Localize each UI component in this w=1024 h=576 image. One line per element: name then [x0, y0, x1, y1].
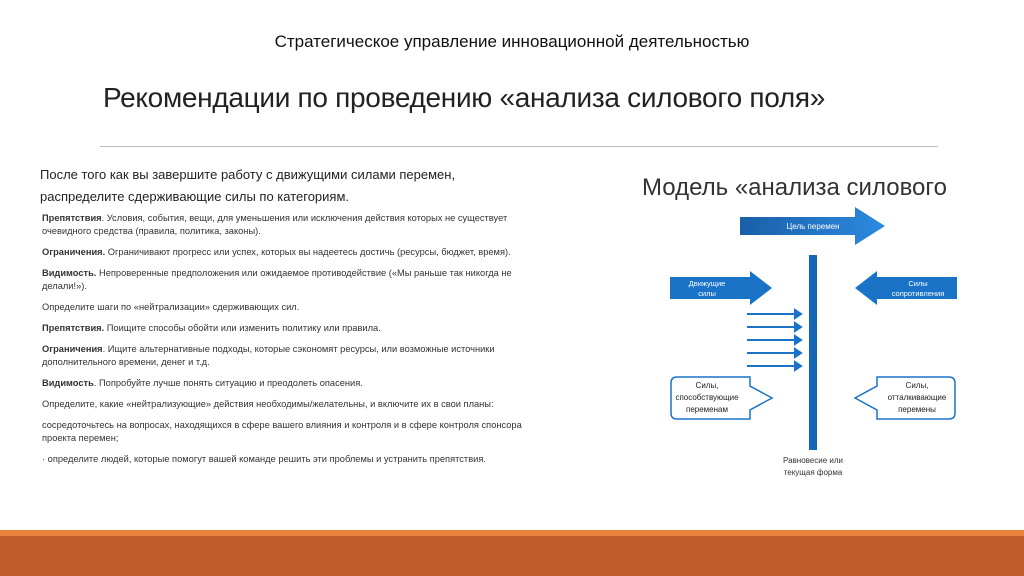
- driving-forces-arrow: [670, 271, 772, 305]
- list-item: [42, 343, 552, 369]
- list-item-heading: Видимость: [42, 378, 94, 388]
- list-item: [42, 212, 552, 238]
- list-item-text: Определите шаги по «нейтрализации» сдерживающих сил.: [42, 302, 300, 312]
- list-item-text: Ограничивают прогресс или успех, которых вы надеетесь достичь (ресурсы, бюджет, время).: [105, 247, 511, 257]
- recommendation-list: [42, 212, 552, 474]
- list-item-heading: Видимость.: [42, 268, 97, 278]
- list-item: [42, 322, 552, 335]
- list-item-text: Поищите способы обойти или изменить политику или правила.: [104, 323, 381, 333]
- list-item: [42, 246, 552, 259]
- model-title: Модель «анализа силового: [642, 174, 947, 201]
- resisting-label-2: сопротивления: [891, 289, 945, 298]
- list-item: [42, 453, 552, 466]
- list-item: [42, 301, 552, 314]
- supporting-label-2: способствующие: [675, 393, 739, 402]
- list-item-text: Определите, какие «нейтрализующие» действия необходимы/желательны, и включите их в свои планы:: [42, 399, 494, 409]
- intro-line-1: После того как вы завершите работу с движущими силами перемен,: [40, 167, 456, 182]
- title-divider: [100, 146, 938, 147]
- force-arrows: [747, 310, 801, 370]
- resisting-forces-arrow: [855, 271, 957, 305]
- list-item-text: сосредоточьтесь на вопросах, находящихся в сфере вашего влияния и контроля и в сфере контроля спонсора проекта перемен;: [42, 420, 522, 443]
- footer-band: [0, 536, 1024, 576]
- list-item-heading: Ограничения.: [42, 247, 106, 257]
- list-item-heading: Препятствия.: [42, 323, 105, 333]
- equilibrium-label-1: Равновесие или: [783, 456, 843, 465]
- pushing-label-3: перемены: [898, 405, 936, 414]
- course-title: Стратегическое управление инновационной деятельностью: [274, 32, 750, 51]
- supporting-label-3: переменам: [686, 405, 728, 414]
- slide-title: Рекомендации по проведению «анализа силового поля»: [103, 82, 826, 113]
- goal-label: Цель перемен: [786, 222, 840, 231]
- list-item-text: . Условия, события, вещи, для уменьшения или исключения действия которых не существует очевидного средства (правила, политика, законы).: [42, 213, 508, 236]
- list-item-text: . Попробуйте лучше понять ситуацию и преодолеть опасения.: [93, 378, 363, 388]
- pushing-label-2: отталкивающие: [887, 393, 947, 402]
- list-item-text: Непроверенные предположения или ожидаемое противодействие («Мы раньше так никогда не делали!»).: [42, 268, 512, 291]
- list-item: [42, 398, 552, 411]
- list-item-heading: Ограничения: [42, 344, 103, 354]
- list-item: [42, 377, 552, 390]
- equilibrium-label-2: текущая форма: [783, 468, 843, 477]
- intro-text: [40, 164, 520, 208]
- driving-label-1: Движущие: [688, 279, 726, 288]
- equilibrium-bar: [809, 255, 817, 450]
- list-item-heading: Препятствия: [42, 213, 102, 223]
- list-item: [42, 419, 552, 445]
- list-item-text: · определите людей, которые помогут вашей команде решить эти проблемы и устранить препятствия.: [42, 454, 486, 464]
- resisting-label-1: Силы: [908, 279, 928, 288]
- list-item-text: . Ищите альтернативные подходы, которые сэкономят ресурсы, или возможные источники дополнительного времени, денег и т.д.: [42, 344, 495, 367]
- force-field-diagram: [665, 205, 965, 495]
- supporting-label-1: Силы,: [695, 381, 719, 390]
- intro-line-2: распределите сдерживающие силы по категориям.: [40, 189, 350, 204]
- list-item: [42, 267, 552, 293]
- pushing-label-1: Силы,: [905, 381, 929, 390]
- driving-label-2: силы: [698, 289, 716, 298]
